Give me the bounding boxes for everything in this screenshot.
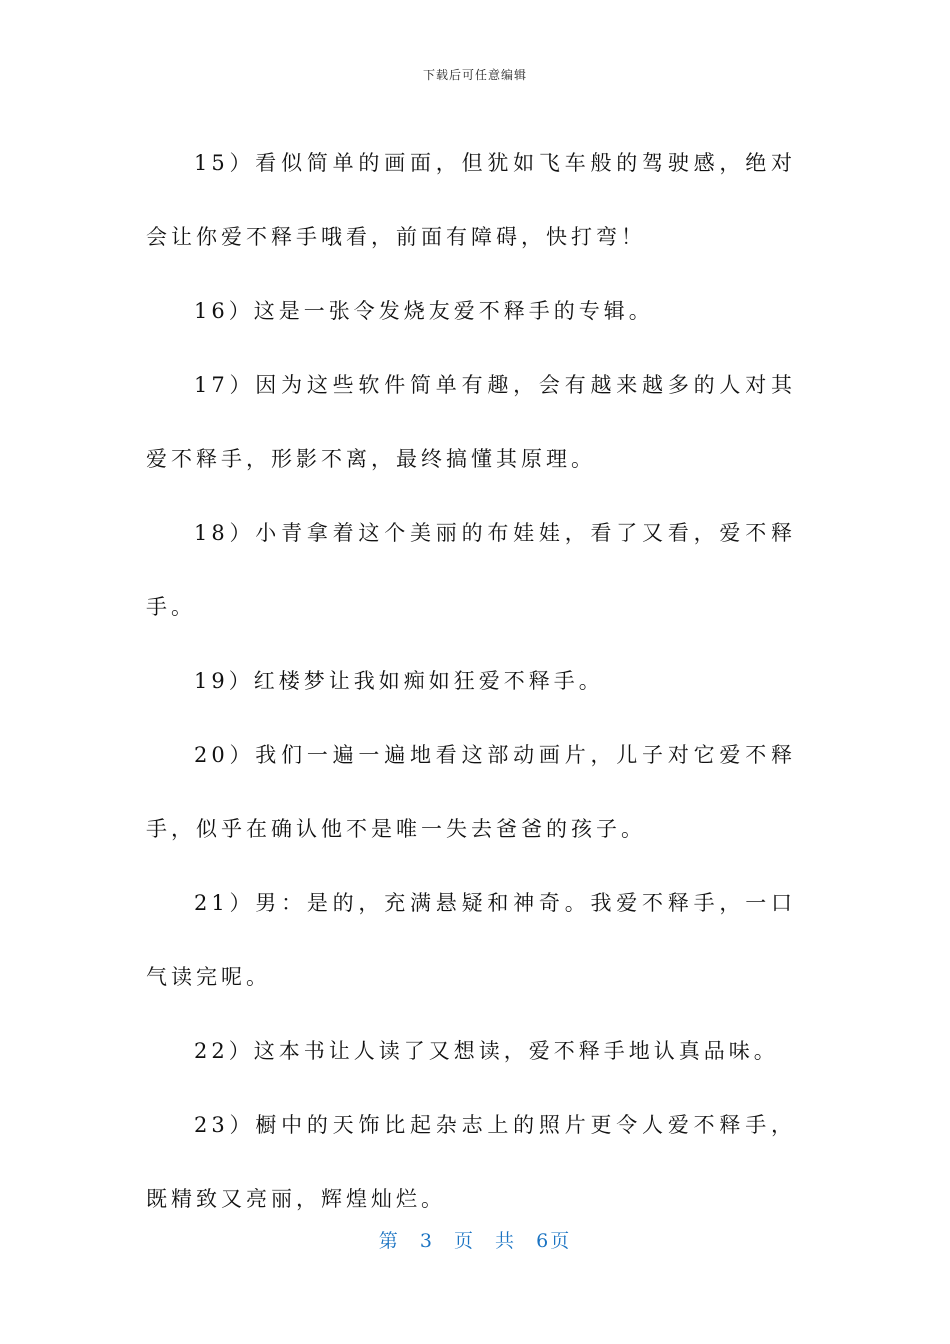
paragraph-17: 17）因为这些软件简单有趣，会有越来越多的人对其爱不释手，形影不离，最终搞懂其原理。 — [146, 373, 796, 471]
footer-gong: 共 — [495, 1230, 517, 1252]
page-header-note: 下载后可任意编辑 — [422, 68, 527, 82]
paragraph-20: 20）我们一遍一遍地看这部动画片，儿子对它爱不释手，似乎在确认他不是唯一失去爸爸的孩子。 — [146, 743, 796, 841]
paragraph-18: 18）小青拿着这个美丽的布娃娃，看了又看，爱不释手。 — [146, 521, 796, 619]
paragraph-15: 15）看似简单的画面，但犹如飞车般的驾驶感，绝对会让你爱不释手哦看，前面有障碍，快打弯！ — [146, 151, 796, 249]
footer-ye: 页 — [453, 1230, 475, 1252]
paragraph-16: 16）这是一张令发烧友爱不释手的专辑。 — [194, 299, 654, 323]
paragraph-22: 22）这本书让人读了又想读，爱不释手地认真品味。 — [194, 1039, 779, 1063]
paragraph-19: 19）红楼梦让我如痴如狂爱不释手。 — [194, 669, 604, 693]
footer-current-page: 3 — [419, 1230, 434, 1252]
paragraph-23: 23）橱中的天饰比起杂志上的照片更令人爱不释手，既精致又亮丽，辉煌灿烂。 — [146, 1113, 796, 1211]
footer-total-pages: 6页 — [536, 1230, 572, 1252]
document-body — [146, 126, 796, 1236]
paragraph-21: 21）男：是的，充满悬疑和神奇。我爱不释手，一口气读完呢。 — [146, 891, 796, 989]
page-number-footer — [0, 1226, 950, 1253]
footer-di: 第 — [378, 1230, 400, 1252]
